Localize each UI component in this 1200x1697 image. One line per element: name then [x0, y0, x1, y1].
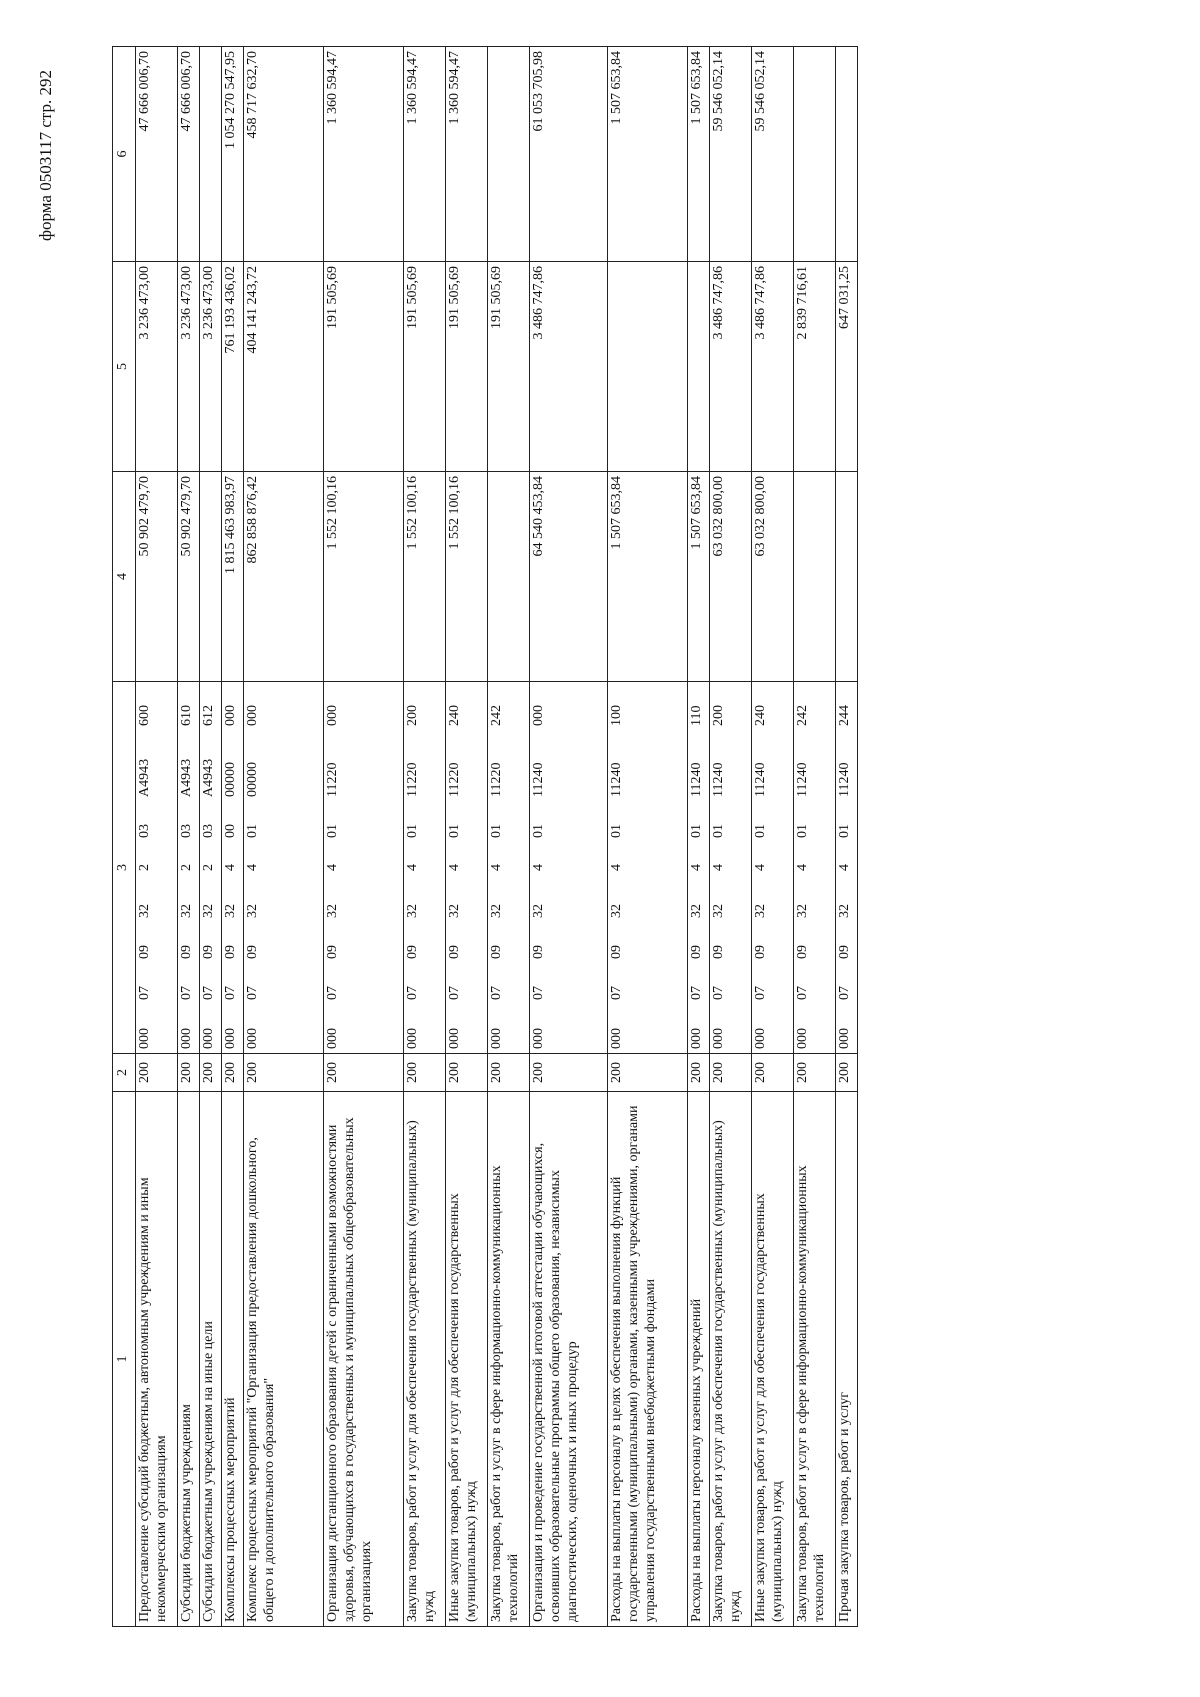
row-budget-classification — [752, 682, 794, 1054]
column-header: 1 — [113, 1092, 136, 1627]
budget-code-segment: 07 — [795, 986, 810, 1000]
budget-code-segment: 000 — [325, 705, 340, 726]
table-row — [710, 47, 752, 1627]
row-executed-amount: 404 141 243,72 — [244, 262, 324, 472]
budget-code-segment: 000 — [223, 705, 238, 726]
budget-code-segment: 09 — [531, 945, 546, 959]
budget-code-segment: 07 — [489, 986, 504, 1000]
row-budget-classification — [200, 682, 222, 1054]
budget-code-segment: 11240 — [711, 762, 726, 797]
row-executed-amount: 761 193 436,02 — [222, 262, 244, 472]
budget-code-segment: 09 — [837, 945, 852, 959]
budget-code-segment: 32 — [689, 904, 704, 918]
budget-code-segments — [794, 686, 811, 1049]
budget-code-segment: 11240 — [609, 762, 624, 797]
column-header: 2 — [113, 1054, 136, 1092]
budget-code-segment: 01 — [711, 824, 726, 838]
row-approved-amount: 63 032 800,00 — [752, 472, 794, 682]
table-row — [136, 47, 178, 1627]
row-budget-classification — [222, 682, 244, 1054]
row-unexecuted-amount — [794, 47, 836, 262]
budget-code-segment: 2 — [179, 864, 194, 871]
row-unexecuted-amount: 59 546 052,14 — [710, 47, 752, 262]
budget-code-segment: 00000 — [245, 762, 260, 797]
row-approved-amount: 63 032 800,00 — [710, 472, 752, 682]
row-unexecuted-amount — [200, 47, 222, 262]
budget-code-segment: 01 — [489, 824, 504, 838]
budget-code-segment: 09 — [753, 945, 768, 959]
budget-code-segment: 2 — [137, 864, 152, 871]
budget-code-segment: 32 — [201, 904, 216, 918]
row-approved-amount: 50 902 479,70 — [136, 472, 178, 682]
row-unexecuted-amount: 1 360 594,47 — [324, 47, 404, 262]
row-approved-amount: 1 552 100,16 — [446, 472, 488, 682]
row-description: Субсидии бюджетным учреждениям — [178, 1092, 200, 1627]
budget-code-segment: 000 — [405, 1028, 420, 1049]
budget-code-segment: 09 — [711, 945, 726, 959]
row-description: Расходы на выплаты персоналу казенных учреждений — [688, 1092, 710, 1627]
row-description: Закупка товаров, работ и услуг в сфере информационно-коммуникационных технологий — [794, 1092, 836, 1627]
row-description: Расходы на выплаты персоналу в целях обеспечения выполнения функций государственными (муниципальными) органами, казенными учреждениями, органами управления государственными внебюджетными фондами — [608, 1092, 688, 1627]
budget-code-segment: 09 — [447, 945, 462, 959]
column-header: 4 — [113, 472, 136, 682]
budget-code-segment: 09 — [245, 945, 260, 959]
budget-code-segment: 32 — [447, 904, 462, 918]
budget-code-segment: 242 — [795, 705, 810, 726]
budget-code-segment: 4 — [711, 864, 726, 871]
budget-code-segment: 000 — [711, 1028, 726, 1049]
row-line-code: 200 — [200, 1054, 222, 1092]
budget-code-segment: 4 — [405, 864, 420, 871]
budget-code-segment: 4 — [325, 864, 340, 871]
row-description: Закупка товаров, работ и услуг в сфере информационно-коммуникационных технологий — [488, 1092, 530, 1627]
budget-code-segment: 01 — [837, 824, 852, 838]
column-header: 5 — [113, 262, 136, 472]
budget-code-segment: А4943 — [201, 758, 216, 797]
row-executed-amount: 3 486 747,86 — [710, 262, 752, 472]
row-approved-amount — [488, 472, 530, 682]
row-line-code: 200 — [178, 1054, 200, 1092]
row-unexecuted-amount: 1 360 594,47 — [446, 47, 488, 262]
budget-code-segment: 000 — [531, 705, 546, 726]
row-executed-amount: 3 236 473,00 — [200, 262, 222, 472]
budget-code-segment: 01 — [447, 824, 462, 838]
budget-code-segment: 32 — [223, 904, 238, 918]
row-unexecuted-amount: 1 507 653,84 — [608, 47, 688, 262]
row-executed-amount: 191 505,69 — [488, 262, 530, 472]
budget-code-segment: 07 — [223, 986, 238, 1000]
budget-code-segments — [404, 686, 421, 1049]
budget-code-segment: 000 — [245, 1028, 260, 1049]
row-unexecuted-amount: 47 666 006,70 — [178, 47, 200, 262]
table-row — [688, 47, 710, 1627]
budget-code-segments — [178, 686, 195, 1049]
budget-code-segment: 32 — [179, 904, 194, 918]
row-unexecuted-amount: 47 666 006,70 — [136, 47, 178, 262]
budget-code-segment: 09 — [137, 945, 152, 959]
budget-code-segment: 600 — [137, 705, 152, 726]
budget-code-segment: 11240 — [531, 762, 546, 797]
budget-code-segment: 09 — [179, 945, 194, 959]
table-row — [488, 47, 530, 1627]
table-row — [200, 47, 222, 1627]
row-budget-classification — [244, 682, 324, 1054]
budget-code-segment: 4 — [609, 864, 624, 871]
budget-code-segment: 03 — [179, 824, 194, 838]
budget-code-segment: 240 — [753, 705, 768, 726]
budget-code-segment: 11220 — [405, 762, 420, 797]
budget-code-segment: 07 — [689, 986, 704, 1000]
row-line-code: 200 — [136, 1054, 178, 1092]
budget-code-segment: 100 — [609, 705, 624, 726]
budget-code-segments — [710, 686, 727, 1049]
budget-code-segment: 00000 — [223, 762, 238, 797]
table-row — [244, 47, 324, 1627]
row-unexecuted-amount: 1 360 594,47 — [404, 47, 446, 262]
budget-code-segment: 000 — [201, 1028, 216, 1049]
table-row — [178, 47, 200, 1627]
budget-code-segments — [752, 686, 769, 1049]
budget-code-segment: 07 — [245, 986, 260, 1000]
row-budget-classification — [136, 682, 178, 1054]
budget-code-segment: 09 — [223, 945, 238, 959]
budget-code-segment: 000 — [689, 1028, 704, 1049]
budget-code-segment: 09 — [325, 945, 340, 959]
table-row — [608, 47, 688, 1627]
budget-code-segment: 07 — [405, 986, 420, 1000]
row-approved-amount: 1 815 463 983,97 — [222, 472, 244, 682]
budget-code-segment: 200 — [711, 705, 726, 726]
row-unexecuted-amount: 59 546 052,14 — [752, 47, 794, 262]
budget-code-segment: 07 — [179, 986, 194, 1000]
row-description: Субсидии бюджетным учреждениям на иные цели — [200, 1092, 222, 1627]
budget-code-segment: 4 — [489, 864, 504, 871]
row-line-code: 200 — [836, 1054, 858, 1092]
budget-code-segments — [136, 686, 153, 1049]
report-table — [112, 46, 858, 1627]
budget-code-segment: 32 — [795, 904, 810, 918]
budget-code-segments — [222, 686, 239, 1049]
row-approved-amount: 50 902 479,70 — [178, 472, 200, 682]
row-unexecuted-amount: 61 053 705,98 — [530, 47, 608, 262]
budget-code-segment: 09 — [689, 945, 704, 959]
budget-code-segment: 000 — [489, 1028, 504, 1049]
budget-code-segment: 11220 — [489, 762, 504, 797]
budget-code-segment: 2 — [201, 864, 216, 871]
row-budget-classification — [488, 682, 530, 1054]
row-unexecuted-amount: 458 717 632,70 — [244, 47, 324, 262]
budget-code-segment: 4 — [245, 864, 260, 871]
row-unexecuted-amount: 1 054 270 547,95 — [222, 47, 244, 262]
row-line-code: 200 — [222, 1054, 244, 1092]
budget-code-segment: 07 — [447, 986, 462, 1000]
budget-code-segments — [324, 686, 341, 1049]
row-line-code: 200 — [794, 1054, 836, 1092]
header-row — [113, 47, 136, 1627]
budget-code-segment: 07 — [711, 986, 726, 1000]
row-executed-amount: 3 486 747,86 — [752, 262, 794, 472]
budget-code-segment: 000 — [137, 1028, 152, 1049]
table-row — [404, 47, 446, 1627]
row-budget-classification — [608, 682, 688, 1054]
budget-code-segment: 000 — [245, 705, 260, 726]
table-row — [446, 47, 488, 1627]
row-budget-classification — [836, 682, 858, 1054]
budget-code-segment: 07 — [137, 986, 152, 1000]
row-description: Организация и проведение государственной итоговой аттестации обучающихся, освоивших образовательные программы общего образования, независимых диагностических, оценочных и иных процедур — [530, 1092, 608, 1627]
budget-code-segment: 000 — [753, 1028, 768, 1049]
budget-code-segment: 000 — [223, 1028, 238, 1049]
row-executed-amount — [688, 262, 710, 472]
row-unexecuted-amount: 1 507 653,84 — [688, 47, 710, 262]
budget-code-segment: 09 — [609, 945, 624, 959]
row-unexecuted-amount — [836, 47, 858, 262]
budget-code-segment: 07 — [325, 986, 340, 1000]
row-description: Организация дистанционного образования детей с ограниченными возможностями здоровья, обучающихся в государственных и муниципальных общеобразовательных организациях — [324, 1092, 404, 1627]
row-description: Комплекс процессных мероприятий "Организация предоставления дошкольного, общего и дополнительного образования" — [244, 1092, 324, 1627]
budget-code-segment: 4 — [223, 864, 238, 871]
budget-code-segment: 11220 — [447, 762, 462, 797]
budget-code-segment: 32 — [531, 904, 546, 918]
table-row — [794, 47, 836, 1627]
row-executed-amount: 3 486 747,86 — [530, 262, 608, 472]
form-label: форма 0503117 стр. 292 — [36, 70, 55, 241]
row-approved-amount: 862 858 876,42 — [244, 472, 324, 682]
budget-code-segment: 32 — [711, 904, 726, 918]
row-line-code: 200 — [688, 1054, 710, 1092]
row-line-code: 200 — [446, 1054, 488, 1092]
budget-code-segment: 110 — [689, 705, 704, 726]
budget-code-segment: 4 — [531, 864, 546, 871]
budget-code-segment: 32 — [137, 904, 152, 918]
budget-code-segments — [244, 686, 261, 1049]
row-budget-classification — [178, 682, 200, 1054]
row-budget-classification — [404, 682, 446, 1054]
budget-code-segments — [836, 686, 853, 1049]
row-budget-classification — [688, 682, 710, 1054]
budget-code-segment: 000 — [837, 1028, 852, 1049]
budget-code-segment: 07 — [837, 986, 852, 1000]
budget-code-segment: 11240 — [795, 762, 810, 797]
budget-code-segment: 01 — [753, 824, 768, 838]
budget-code-segment: 000 — [609, 1028, 624, 1049]
row-line-code: 200 — [752, 1054, 794, 1092]
budget-code-segment: 01 — [609, 824, 624, 838]
row-budget-classification — [446, 682, 488, 1054]
table-row — [836, 47, 858, 1627]
budget-code-segment: 01 — [795, 824, 810, 838]
table-row — [752, 47, 794, 1627]
budget-code-segment: 32 — [405, 904, 420, 918]
row-budget-classification — [530, 682, 608, 1054]
row-line-code: 200 — [324, 1054, 404, 1092]
budget-code-segment: 07 — [531, 986, 546, 1000]
budget-code-segment: 11240 — [837, 762, 852, 797]
row-executed-amount: 191 505,69 — [404, 262, 446, 472]
budget-code-segments — [688, 686, 705, 1049]
budget-code-segment: 11240 — [689, 762, 704, 797]
table-body — [136, 47, 858, 1627]
table-row — [530, 47, 608, 1627]
row-approved-amount: 1 552 100,16 — [324, 472, 404, 682]
row-line-code: 200 — [530, 1054, 608, 1092]
row-description: Закупка товаров, работ и услуг для обеспечения государственных (муниципальных) нужд — [710, 1092, 752, 1627]
row-approved-amount: 1 507 653,84 — [688, 472, 710, 682]
budget-code-segment: 32 — [609, 904, 624, 918]
budget-code-segment: 11220 — [325, 762, 340, 797]
budget-code-segment: 242 — [489, 705, 504, 726]
budget-code-segments — [446, 686, 463, 1049]
budget-code-segment: 09 — [405, 945, 420, 959]
row-description: Комплексы процессных мероприятий — [222, 1092, 244, 1627]
budget-code-segment: 000 — [179, 1028, 194, 1049]
budget-code-segment: 000 — [447, 1028, 462, 1049]
budget-code-segment: 4 — [837, 864, 852, 871]
budget-code-segment: 240 — [447, 705, 462, 726]
budget-code-segment: 000 — [325, 1028, 340, 1049]
row-budget-classification — [710, 682, 752, 1054]
row-approved-amount: 1 507 653,84 — [608, 472, 688, 682]
budget-code-segment: 32 — [837, 904, 852, 918]
row-executed-amount: 3 236 473,00 — [178, 262, 200, 472]
budget-code-segment: 4 — [689, 864, 704, 871]
row-executed-amount: 191 505,69 — [446, 262, 488, 472]
row-approved-amount — [200, 472, 222, 682]
budget-code-segments — [200, 686, 217, 1049]
row-executed-amount — [608, 262, 688, 472]
budget-code-segment: А4943 — [137, 758, 152, 797]
budget-code-segment: 32 — [325, 904, 340, 918]
row-line-code: 200 — [404, 1054, 446, 1092]
row-description: Прочая закупка товаров, работ и услуг — [836, 1092, 858, 1627]
budget-code-segment: 01 — [689, 824, 704, 838]
row-approved-amount: 64 540 453,84 — [530, 472, 608, 682]
budget-code-segment: 4 — [447, 864, 462, 871]
budget-code-segment: 244 — [837, 705, 852, 726]
budget-code-segment: 000 — [795, 1028, 810, 1049]
budget-code-segment: 01 — [245, 824, 260, 838]
budget-code-segment: 09 — [795, 945, 810, 959]
row-description: Предоставление субсидий бюджетным, автономным учреждениям и иным некоммерческим организациям — [136, 1092, 178, 1627]
budget-code-segment: 07 — [609, 986, 624, 1000]
column-header: 3 — [113, 682, 136, 1054]
table-row — [222, 47, 244, 1627]
budget-code-segment: 612 — [201, 705, 216, 726]
budget-code-segment: 03 — [201, 824, 216, 838]
row-line-code: 200 — [244, 1054, 324, 1092]
row-approved-amount: 1 552 100,16 — [404, 472, 446, 682]
budget-code-segment: 32 — [245, 904, 260, 918]
row-executed-amount: 191 505,69 — [324, 262, 404, 472]
budget-code-segment: 01 — [325, 824, 340, 838]
row-approved-amount — [794, 472, 836, 682]
row-executed-amount: 647 031,25 — [836, 262, 858, 472]
table-row — [324, 47, 404, 1627]
budget-code-segment: А4943 — [179, 758, 194, 797]
budget-code-segment: 32 — [489, 904, 504, 918]
row-executed-amount: 2 839 716,61 — [794, 262, 836, 472]
budget-code-segment: 09 — [489, 945, 504, 959]
row-description: Закупка товаров, работ и услуг для обеспечения государственных (муниципальных) нужд — [404, 1092, 446, 1627]
budget-code-segments — [530, 686, 547, 1049]
row-budget-classification — [794, 682, 836, 1054]
row-description: Иные закупки товаров, работ и услуг для обеспечения государственных (муниципальных) нужд — [446, 1092, 488, 1627]
budget-code-segment: 07 — [201, 986, 216, 1000]
budget-code-segment: 4 — [795, 864, 810, 871]
budget-code-segments — [488, 686, 505, 1049]
row-description: Иные закупки товаров, работ и услуг для обеспечения государственных (муниципальных) нужд — [752, 1092, 794, 1627]
row-line-code: 200 — [608, 1054, 688, 1092]
row-line-code: 200 — [488, 1054, 530, 1092]
budget-code-segment: 000 — [531, 1028, 546, 1049]
row-executed-amount: 3 236 473,00 — [136, 262, 178, 472]
budget-code-segment: 200 — [405, 705, 420, 726]
budget-code-segment: 11240 — [753, 762, 768, 797]
budget-code-segment: 09 — [201, 945, 216, 959]
budget-code-segment: 4 — [753, 864, 768, 871]
row-approved-amount — [836, 472, 858, 682]
budget-code-segment: 03 — [137, 824, 152, 838]
budget-code-segment: 01 — [405, 824, 420, 838]
budget-code-segment: 01 — [531, 824, 546, 838]
budget-code-segment: 610 — [179, 705, 194, 726]
row-line-code: 200 — [710, 1054, 752, 1092]
row-unexecuted-amount — [488, 47, 530, 262]
row-budget-classification — [324, 682, 404, 1054]
budget-code-segment: 07 — [753, 986, 768, 1000]
budget-code-segments — [608, 686, 625, 1049]
column-header: 6 — [113, 47, 136, 262]
budget-code-segment: 00 — [223, 824, 238, 838]
budget-code-segment: 32 — [753, 904, 768, 918]
